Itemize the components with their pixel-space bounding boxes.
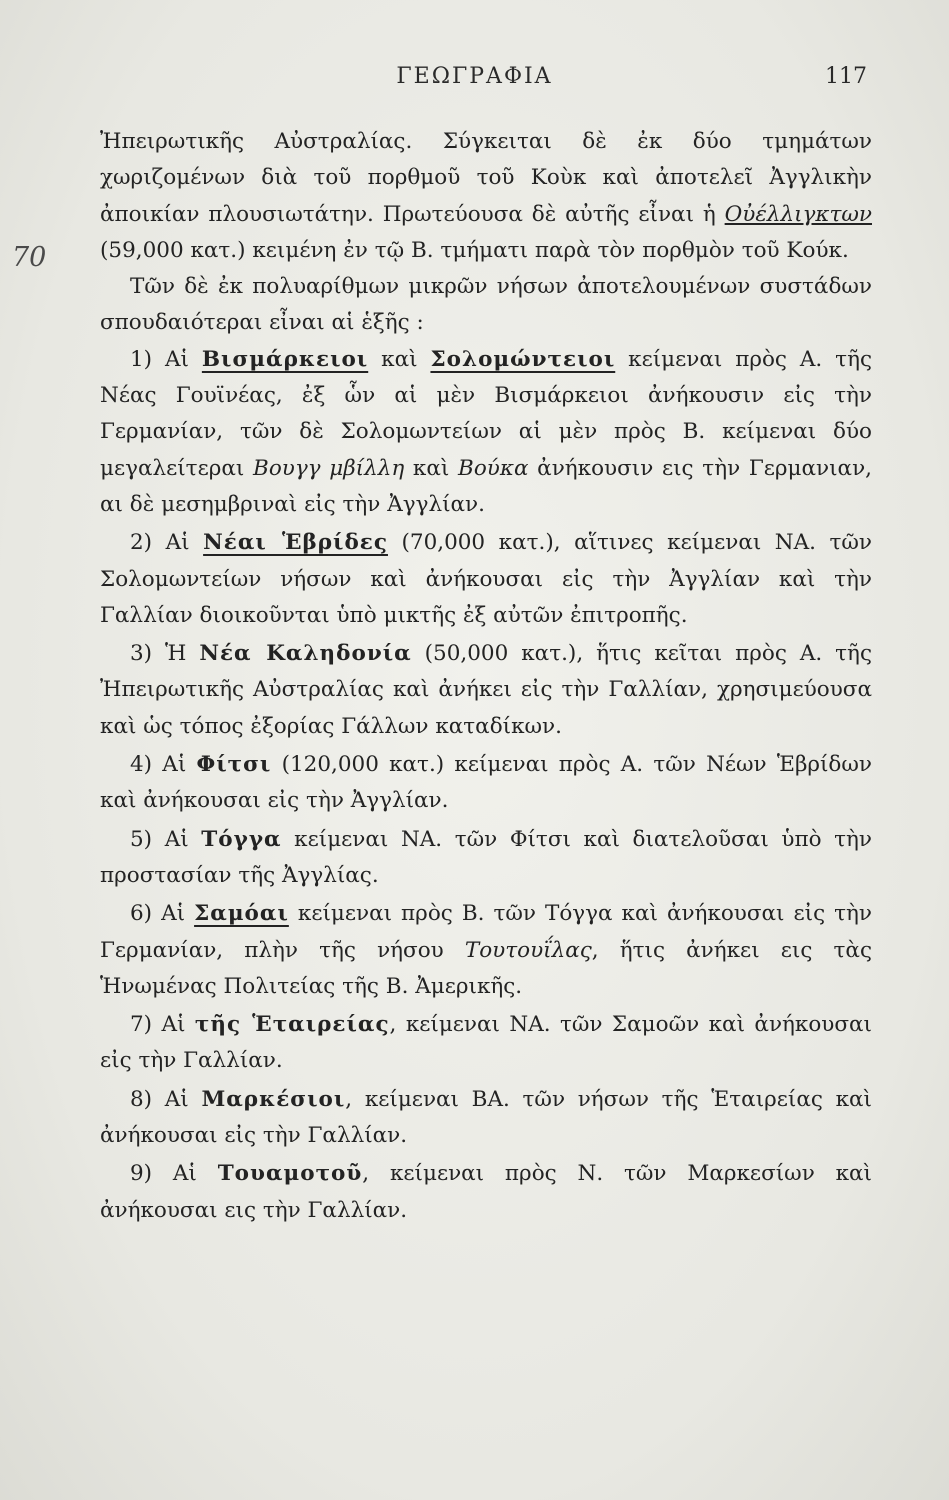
item-text: κείμεναι ΝΑ. τῶν Φίτσι καὶ διατελοῦσαι ὑπὸ τὴν προστασίαν τῆς Ἀγγλίας. [100, 826, 872, 888]
list-item-6 [100, 896, 872, 1005]
list-item-1 [100, 342, 872, 523]
item-number: 9) Αἱ [130, 1161, 218, 1187]
item-number: 4) Αἱ [130, 752, 197, 778]
island-group-name: Τουαμοτοῦ [217, 1161, 363, 1187]
island-name: Τουτουΐλας [464, 937, 592, 963]
island-name: Βουγγ μβίλλη [253, 455, 405, 481]
item-number: 8) Αἱ [130, 1086, 202, 1112]
item-text: , κείμεναι ΒΑ. τῶν νήσων τῆς Ἑταιρείας καὶ ἀνήκουσαι εἰς τὴν Γαλλίαν. [100, 1086, 872, 1149]
island-group-name: Φίτσι [196, 752, 272, 778]
item-text: κείμεναι πρὸς Α. τῆς Νέας Γουϊνέας, ἐξ ὧν αἱ μὲν Βισμάρκειοι ἀνήκουσιν εἰς τὴν Γερμανίαν, τῶν δὲ Σολομωντείων αἱ μὲν πρὸς Β. κείμεναι δύο μεγαλείτεραι [100, 346, 872, 481]
item-text: ἀνήκουσιν εις τὴν Γερμανιαν, αι δὲ μεσημβριναὶ εἰς τὴν Ἀγγλίαν. [100, 455, 872, 517]
list-item-4 [100, 747, 872, 820]
item-number: 5) Αἱ [130, 826, 202, 852]
item-number: 2) Αἱ [130, 530, 204, 556]
item-text: καὶ [404, 455, 459, 481]
item-number: 6) Αἱ [130, 901, 195, 927]
item-text: (70,000 κατ.), αἵτινες κείμεναι ΝΑ. τῶν Σολομωντείων νήσων καὶ ἀνήκουσαι εἰς τὴν Ἀγγλίαν καὶ τὴν Γαλλίαν διοικοῦνται ὑπὸ μικτῆς ἐξ αὐτῶν ἐπιτροπῆς. [100, 530, 872, 628]
island-group-name: τῆς Ἑταιρείας [194, 1012, 390, 1038]
list-item-8 [100, 1082, 872, 1155]
item-text: (50,000 κατ.), ἥτις κεῖται πρὸς Α. τῆς Ἠπειρωτικῆς Αὐστραλίας καὶ ἀνήκει εἰς τὴν Γαλλίαν, χρησιμεύουσα καὶ ὡς τόπος ἐξορίας Γάλλων καταδίκων. [100, 641, 872, 739]
island-name: Βούκα [458, 455, 529, 481]
intro-paragraph-2: Τῶν δὲ ἐκ πολυαρίθμων μικρῶν νήσων ἀποτελουμένων συστάδων σπουδαιότεραι εἶναι αἱ ἑξῆς : [100, 274, 872, 336]
capital-city-name: Οὐέλλιγκτων [724, 201, 872, 227]
handwritten-margin-note: 70 [12, 242, 47, 273]
intro-text-b: (59,000 κατ.) κειμένη ἐν τῷ Β. τμήματι παρὰ τὸν πορθμὸν τοῦ Κούκ. [100, 237, 849, 263]
item-text: κείμεναι πρὸς Β. τῶν Τόγγα καὶ ἀνήκουσαι εἰς τὴν Γερμανίαν, πλὴν τῆς νήσου [100, 901, 872, 963]
item-text: (120,000 κατ.) κείμεναι πρὸς Α. τῶν Νέων Ἑβρίδων καὶ ἀνήκουσαι εἰς τὴν Ἀγγλίαν. [100, 752, 872, 814]
island-group-name: Νέα Καληδονία [199, 641, 412, 667]
item-text: , ἥτις ἀνήκει εις τὰς Ἡνωμένας Πολιτείας τῆς Β. Ἀμερικῆς. [100, 937, 872, 999]
page-number: 117 [825, 64, 867, 89]
intro-paragraph-1 [100, 124, 872, 269]
island-group-name: Μαρκέσιοι [201, 1086, 346, 1112]
item-text: , κείμεναι πρὸς Ν. τῶν Μαρκεσίων καὶ ἀνήκουσαι εις τὴν Γαλλίαν. [100, 1161, 872, 1223]
item-number: 3) Ἡ [130, 641, 200, 667]
item-number: 7) Αἱ [130, 1012, 195, 1038]
item-text: , κείμεναι ΝΑ. τῶν Σαμοῶν καὶ ἀνήκουσαι εἰς τὴν Γαλλίαν. [100, 1012, 872, 1074]
island-group-name: Σολομώντειοι [430, 346, 616, 372]
list-item-9 [100, 1156, 872, 1229]
intro-text-a: Ἠπειρωτικῆς Αὐστραλίας. Σύγκειται δὲ ἐκ δύο τμημάτων χωριζομένων διὰ τοῦ πορθμοῦ τοῦ Κοὺκ καὶ ἀποτελεῖ Ἀγγλικὴν ἀποικίαν πλουσιωτάτην. Πρωτεύουσα δὲ αὐτῆς εἶναι ἡ [100, 129, 872, 227]
list-item-5 [100, 822, 872, 895]
running-title: ΓΕΩΓΡΑΦΙΑ [396, 64, 553, 89]
list-item-7 [100, 1007, 872, 1080]
item-text: καὶ [368, 346, 431, 372]
island-group-name: Τόγγα [201, 826, 282, 852]
item-number: 1) Αἱ [130, 346, 202, 372]
island-group-name: Σαμόαι [194, 901, 289, 927]
body-text [100, 124, 872, 1229]
island-group-name: Βισμάρκειοι [201, 346, 369, 372]
page-header [60, 64, 889, 98]
list-item-3 [100, 636, 872, 745]
island-group-name: Νέαι Ἑβρίδες [203, 530, 388, 556]
list-item-2 [100, 525, 872, 634]
